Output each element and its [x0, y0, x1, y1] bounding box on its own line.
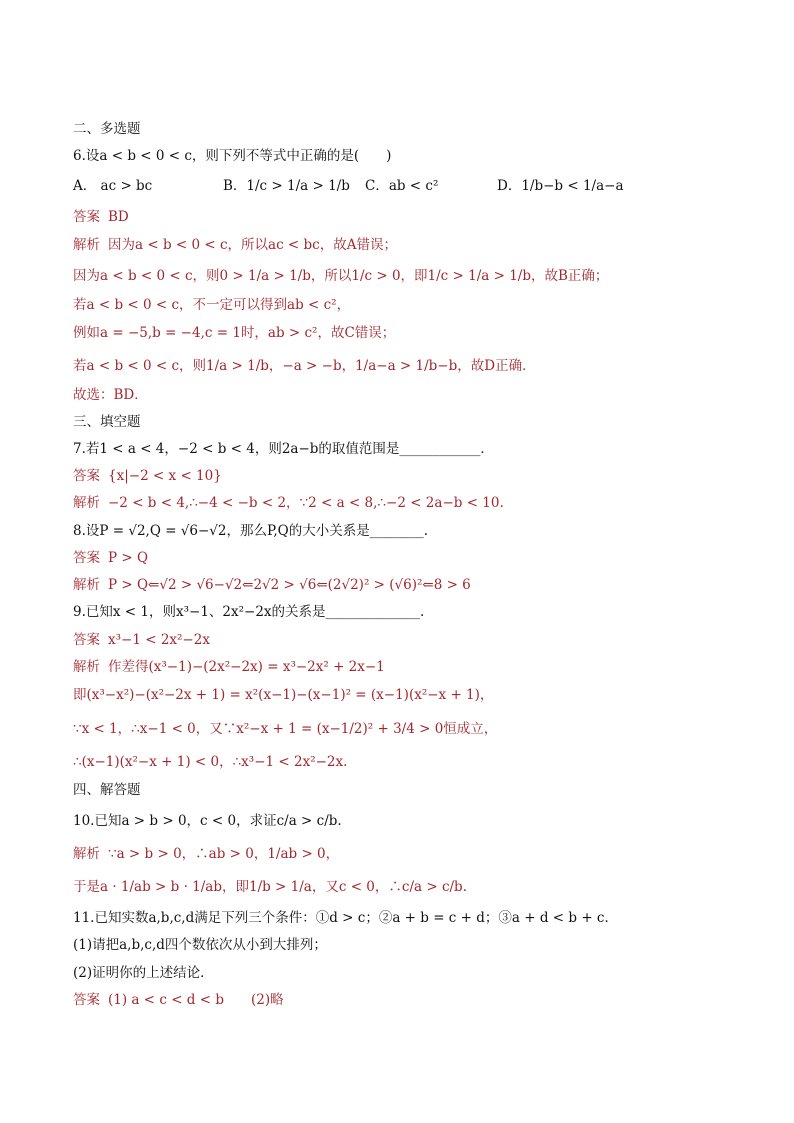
answer-label: 答案 [73, 209, 100, 225]
analysis-label: 解析 [73, 659, 100, 675]
q6-option-c: C．ab < c² [365, 178, 439, 194]
q6-option-a: A． ac > bc [73, 178, 153, 194]
q9-analysis-line: ∵x < 1，∴x−1 < 0，又∵x²−x + 1 = (x−1/2)² + 3/4 > 0恒成立， [73, 721, 498, 737]
q9-analysis-line: 作差得(x³−1)−(2x²−2x) = x³−2x² + 2x−1 [108, 659, 385, 675]
q6-analysis-row [73, 232, 397, 258]
q9-analysis-line: 即(x³−x²)−(x²−2x + 1) = x²(x−1)−(x−1)² = (x−1)(x²−x + 1)， [73, 687, 494, 703]
q7-analysis-row [73, 490, 504, 516]
q6-answer: BD [108, 209, 129, 225]
q8-analysis-row [73, 572, 471, 598]
q10-stem: 10.已知a > b > 0，c < 0，求证c/a > c/b. [73, 813, 342, 829]
q8-answer: P > Q [108, 550, 149, 566]
answer-label: 答案 [73, 632, 100, 648]
q10-analysis-line: 于是a · 1/ab > b · 1/ab，即1/b > 1/a，又c < 0，∴c/a > c/b. [73, 879, 467, 895]
q6-option-d: D．1/b−b < 1/a−a [497, 178, 624, 194]
q9-analysis-row [73, 654, 385, 680]
q7-answer-row [73, 463, 222, 489]
analysis-label: 解析 [73, 846, 100, 862]
q10-analysis-row [73, 841, 339, 867]
q6-stem: 6.设a < b < 0 < c，则下列不等式中正确的是( ) [73, 148, 392, 164]
section-heading-answer: 四、解答题 [73, 782, 141, 798]
q8-analysis: P > Q⇐√2 > √6−√2⇐2√2 > √6⇐(2√2)² > (√6)²⇐8 > 6 [108, 577, 471, 593]
q7-answer: {x|−2 < x < 10} [108, 468, 222, 484]
q11-stem: 11.已知实数a,b,c,d满足下列三个条件：①d > c；②a + b = c + d；③a + d < b + c． [73, 910, 618, 926]
q10-analysis-line: ∵a > b > 0，∴ab > 0，1/ab > 0， [108, 846, 340, 862]
analysis-label: 解析 [73, 237, 100, 253]
section-heading-multi-choice: 二、多选题 [73, 121, 141, 137]
answer-label: 答案 [73, 468, 100, 484]
q6-analysis-line: 故选：BD． [73, 387, 148, 403]
q6-option-b: B．1/c > 1/a > 1/b [223, 178, 350, 194]
q6-analysis-line: 因为a < b < 0 < c，所以ac < bc，故A错误； [108, 237, 397, 253]
q8-stem: 8.设P = √2,Q = √6−√2，那么P,Q的大小关系是________. [73, 523, 428, 539]
q6-analysis-line: 若a < b < 0 < c，不一定可以得到ab < c²， [73, 297, 351, 313]
answer-label: 答案 [73, 992, 100, 1008]
q6-answer-row [73, 204, 129, 230]
q9-stem: 9.已知x < 1，则x³−1、2x²−2x的关系是______________. [73, 604, 425, 620]
q11-part2: (2)证明你的上述结论． [73, 965, 214, 981]
q8-answer-row [73, 545, 148, 571]
q11-answer-row [73, 987, 284, 1013]
section-heading-fill-blank: 三、填空题 [73, 414, 141, 430]
q6-options [73, 173, 713, 199]
analysis-label: 解析 [73, 495, 100, 511]
q6-analysis-line: 例如a = −5,b = −4,c = 1时，ab > c²，故C错误； [73, 325, 396, 341]
q9-answer-row [73, 627, 210, 653]
q11-part1: (1)请把a,b,c,d四个数依次从小到大排列； [73, 937, 327, 953]
analysis-label: 解析 [73, 577, 100, 593]
q7-analysis: −2 < b < 4,∴−4 < −b < 2，∵2 < a < 8,∴−2 < 2a−b < 10. [108, 495, 504, 511]
q6-analysis-line: 因为a < b < 0 < c，则0 > 1/a > 1/b，所以1/c > 0，即1/c > 1/a > 1/b，故B正确； [73, 268, 609, 284]
q11-answer: (1) a < c < d < b (2)略 [108, 992, 284, 1008]
answer-label: 答案 [73, 550, 100, 566]
q9-answer: x³−1 < 2x²−2x [108, 632, 210, 648]
q9-analysis-line: ∴(x−1)(x²−x + 1) < 0，∴x³−1 < 2x²−2x. [73, 754, 348, 770]
q6-analysis-line: 若a < b < 0 < c，则1/a > 1/b，−a > −b，1/a−a > 1/b−b，故D正确． [73, 358, 536, 374]
q7-stem: 7.若1 < a < 4，−2 < b < 4，则2a−b的取值范围是____________． [73, 441, 494, 457]
